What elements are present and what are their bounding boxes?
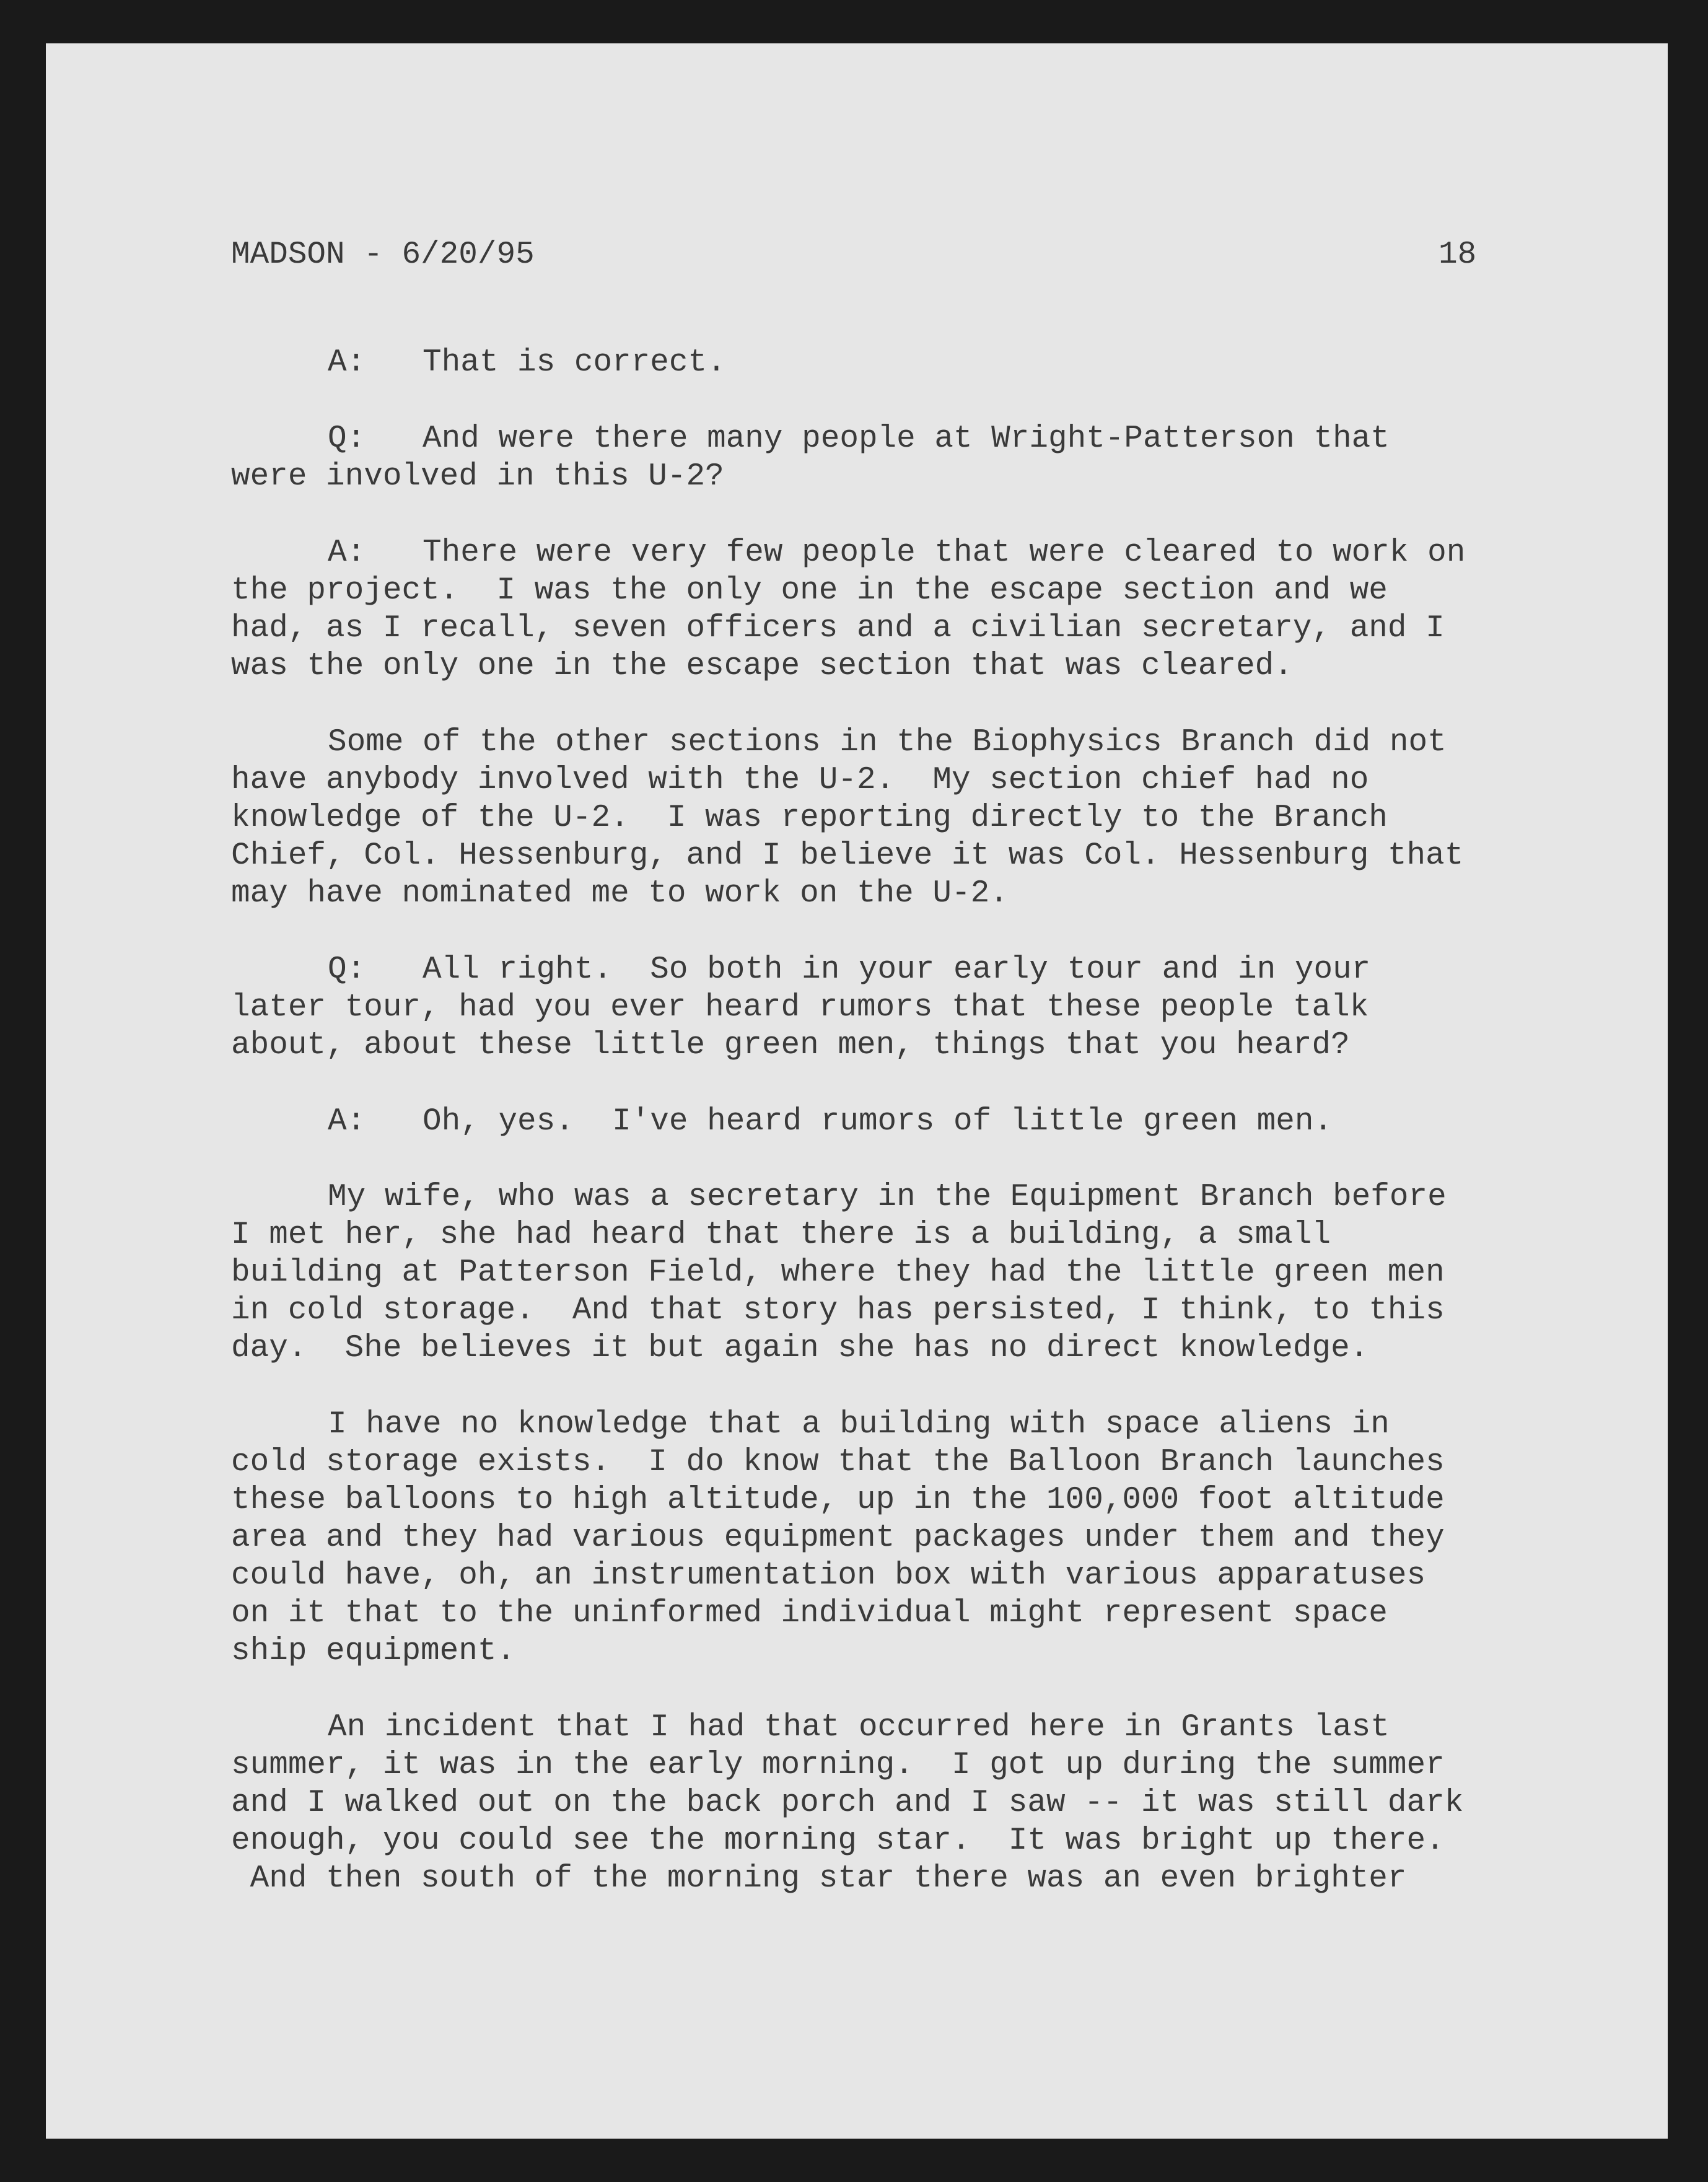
text-line: knowledge of the U-2. I was reporting directly to the Branch [231, 800, 1388, 836]
text-line: area and they had various equipment packages under them and they [231, 1520, 1445, 1556]
text-line: Q: And were there many people at Wright-Patterson that [328, 421, 1390, 457]
text-line: enough, you could see the morning star. It was bright up there. [231, 1823, 1445, 1859]
text-line: and I walked out on the back porch and I saw -- it was still dark [231, 1785, 1464, 1821]
text-line: Some of the other sections in the Biophysics Branch did not [328, 725, 1447, 760]
text-line: later tour, had you ever heard rumors that these people talk [231, 990, 1369, 1025]
text-line: cold storage exists. I do know that the Balloon Branch launches [231, 1445, 1445, 1480]
text-line: day. She believes it but again she has no direct knowledge. [231, 1331, 1369, 1366]
text-line: about, about these little green men, things that you heard? [231, 1028, 1350, 1063]
text-line: in cold storage. And that story has persisted, I think, to this [231, 1293, 1445, 1328]
text-line: was the only one in the escape section that was cleared. [231, 649, 1293, 684]
text-line: A: There were very few people that were cleared to work on [328, 535, 1466, 571]
text-line: Chief, Col. Hessenburg, and I believe it was Col. Hessenburg that [231, 838, 1464, 874]
text-line: building at Patterson Field, where they had the little green men [231, 1255, 1445, 1290]
text-line: summer, it was in the early morning. I got up during the summer [231, 1748, 1445, 1783]
text-line: An incident that I had that occurred here in Grants last [328, 1710, 1390, 1745]
document-page [46, 43, 1668, 2139]
text-line: may have nominated me to work on the U-2. [231, 876, 1009, 911]
text-line: were involved in this U-2? [231, 459, 724, 494]
text-line: And then south of the morning star there was an even brighter [231, 1861, 1407, 1896]
text-line: A: Oh, yes. I've heard rumors of little green men. [328, 1104, 1333, 1139]
page-number: 18 [1439, 237, 1477, 273]
text-line: the project. I was the only one in the escape section and we [231, 573, 1388, 608]
text-line: ship equipment. [231, 1634, 516, 1669]
text-line: could have, oh, an instrumentation box with various apparatuses [231, 1558, 1426, 1593]
text-line: on it that to the uninformed individual might represent space [231, 1596, 1388, 1631]
text-line: I have no knowledge that a building with space aliens in [328, 1407, 1390, 1442]
text-line: had, as I recall, seven officers and a civilian secretary, and I [231, 611, 1445, 646]
text-line: these balloons to high altitude, up in the 100,000 foot altitude [231, 1483, 1445, 1518]
text-line: I met her, she had heard that there is a building, a small [231, 1217, 1331, 1253]
text-line: Q: All right. So both in your early tour and in your [328, 952, 1371, 988]
text-line: have anybody involved with the U-2. My section chief had no [231, 763, 1369, 798]
header-title: MADSON - 6/20/95 [231, 237, 535, 273]
text-line: My wife, who was a secretary in the Equipment Branch before [328, 1180, 1447, 1215]
text-line: A: That is correct. [328, 345, 726, 380]
